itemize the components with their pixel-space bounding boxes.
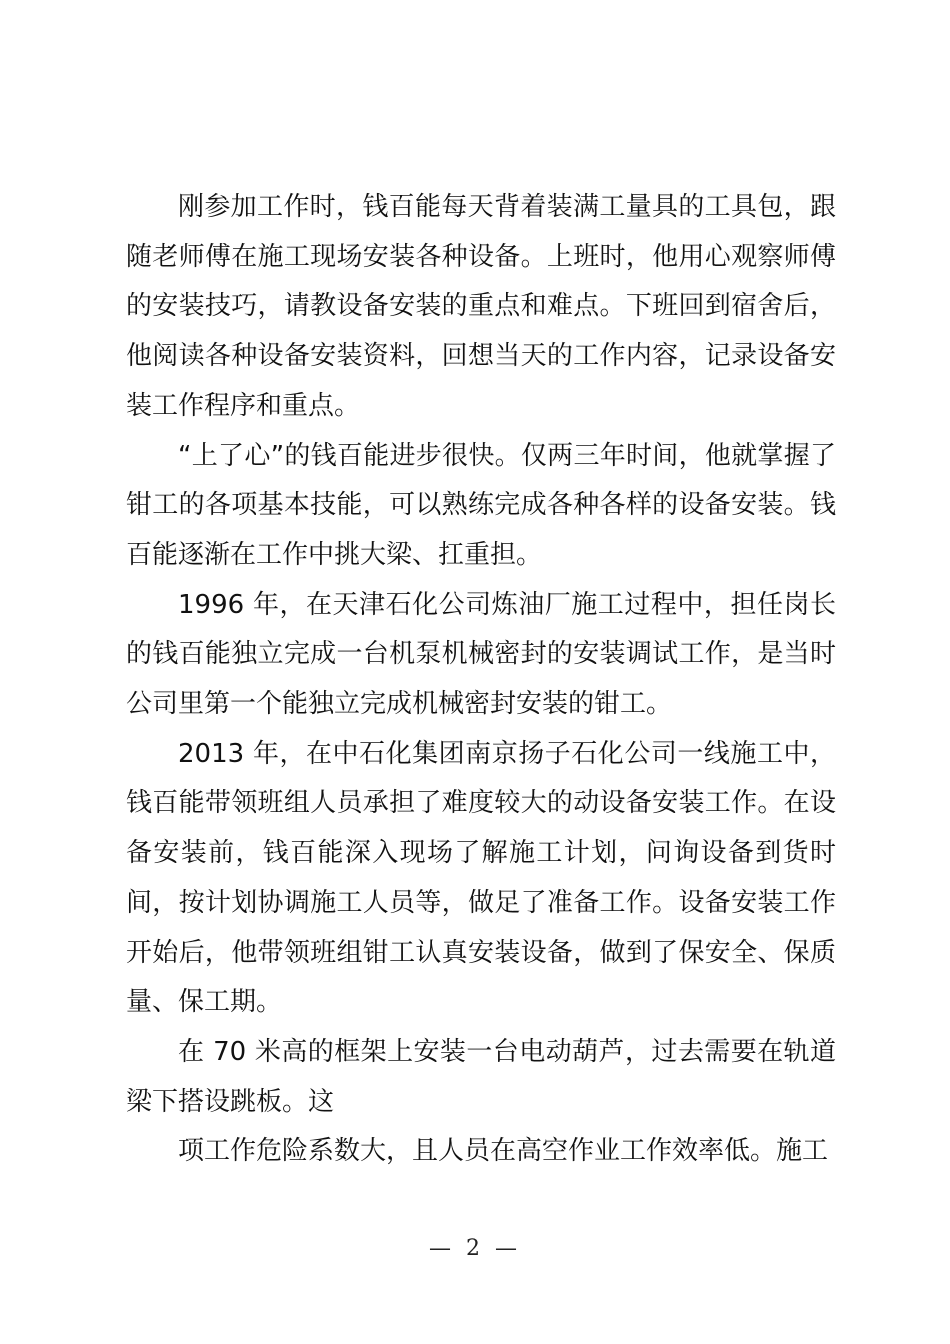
- paragraph-3: 1996 年，在天津石化公司炼油厂施工过程中，担任岗长的钱百能独立完成一台机泵机械密封的安装调试工作，是当时公司里第一个能独立完成机械密封安装的钳工。: [126, 589, 836, 720]
- paragraph-6: 项工作危险系数大，且人员在高空作业工作效率低。施工: [178, 1136, 829, 1167]
- paragraph-4: 2013 年，在中石化集团南京扬子石化公司一线施工中，钱百能带领班组人员承担了难度较大的动设备安装工作。在设备安装前，钱百能深入现场了解施工计划，问询设备到货时间，按计划协调施工人员等，做足了准备工作。设备安装工作开始后，他带领班组钳工认真安装设备，做到了保安全、保质量、保工期。: [126, 738, 836, 1018]
- page-number: — 2 —: [429, 1236, 521, 1261]
- paragraph-2: “上了心”的钱百能进步很快。仅两三年时间，他就掌握了钳工的各项基本技能，可以熟练完成各种各样的设备安装。钱百能逐渐在工作中挑大梁、扛重担。: [126, 440, 836, 570]
- body-text: [126, 183, 836, 1177]
- paragraph-5: 在 70 米高的框架上安装一台电动葫芦，过去需要在轨道梁下搭设跳板。这: [126, 1036, 836, 1117]
- paragraph-1: 刚参加工作时，钱百能每天背着装满工量具的工具包，跟随老师傅在施工现场安装各种设备。上班时，他用心观察师傅的安装技巧，请教设备安装的重点和难点。下班回到宿舍后，他阅读各种设备安装资料，回想当天的工作内容，记录设备安装工作程序和重点。: [126, 192, 836, 421]
